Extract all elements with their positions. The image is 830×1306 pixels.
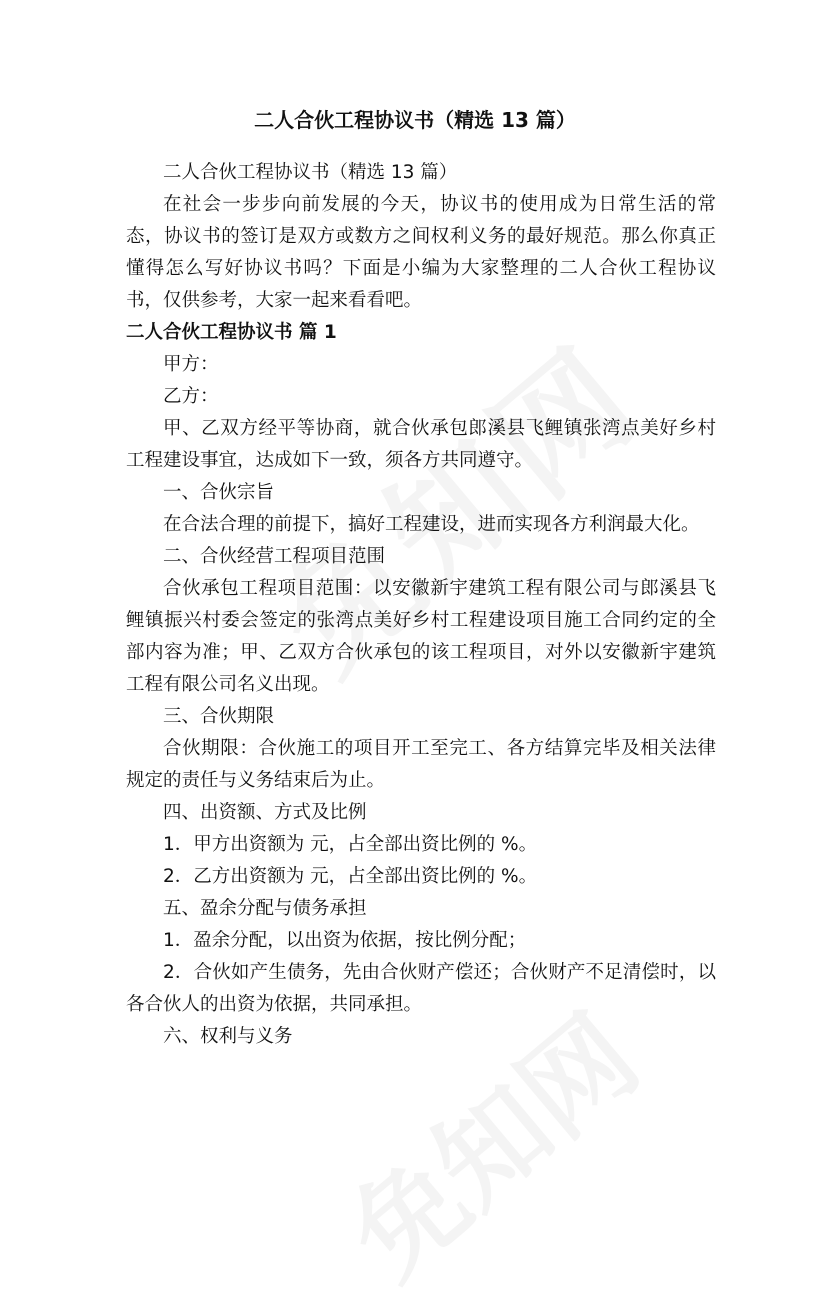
party-a-label: 甲方： [163, 354, 219, 375]
party-b-label: 乙方： [163, 386, 219, 407]
clause-item-5-2: 2．合伙如产生债务，先由合伙财产偿还；合伙财产不足清偿时，以各合伙人的出资为依据，共同承担。 [126, 962, 716, 1015]
clause-heading-1: 一、合伙宗旨 [163, 482, 275, 503]
clause-item-5-1: 1．盈余分配，以出资为依据，按比例分配； [163, 930, 527, 951]
clause-body-1: 在合法合理的前提下，搞好工程建设，进而实现各方利润最大化。 [163, 514, 700, 535]
clause-heading-3: 三、合伙期限 [163, 706, 275, 727]
section-heading: 二人合伙工程协议书 篇 1 [126, 322, 337, 343]
paragraph-preamble: 甲、乙双方经平等协商，就合伙承包郎溪县飞鲤镇张湾点美好乡村工程建设事宜，达成如下一致，须各方共同遵守。 [126, 418, 716, 471]
clause-heading-2: 二、合伙经营工程项目范围 [163, 546, 386, 567]
document-body [126, 157, 716, 1053]
document-title: 二人合伙工程协议书（精选 13 篇） [254, 108, 576, 132]
paragraph-intro: 在社会一步步向前发展的今天，协议书的使用成为日常生活的常态，协议书的签订是双方或数方之间权利义务的最好规范。那么你真正懂得怎么写好协议书吗？下面是小编为大家整理的二人合伙工程协议书，仅供参考，大家一起来看看吧。 [126, 194, 716, 311]
clause-heading-6: 六、权利与义务 [163, 1026, 293, 1047]
clause-item-4-2: 2．乙方出资额为 元，占全部出资比例的 %。 [163, 866, 538, 887]
clause-body-3: 合伙期限：合伙施工的项目开工至完工、各方结算完毕及相关法律规定的责任与义务结束后为止。 [126, 738, 716, 791]
clause-item-4-1: 1．甲方出资额为 元，占全部出资比例的 %。 [163, 834, 538, 855]
clause-heading-5: 五、盈余分配与债务承担 [163, 898, 367, 919]
clause-body-2: 合伙承包工程项目范围：以安徽新宇建筑工程有限公司与郎溪县飞鲤镇振兴村委会签定的张湾点美好乡村工程建设项目施工合同约定的全部内容为准；甲、乙双方合伙承包的该工程项目，对外以安徽新宇建筑工程有限公司名义出现。 [126, 578, 716, 695]
clause-heading-4: 四、出资额、方式及比例 [163, 802, 367, 823]
paragraph-subtitle: 二人合伙工程协议书（精选 13 篇） [163, 162, 458, 183]
